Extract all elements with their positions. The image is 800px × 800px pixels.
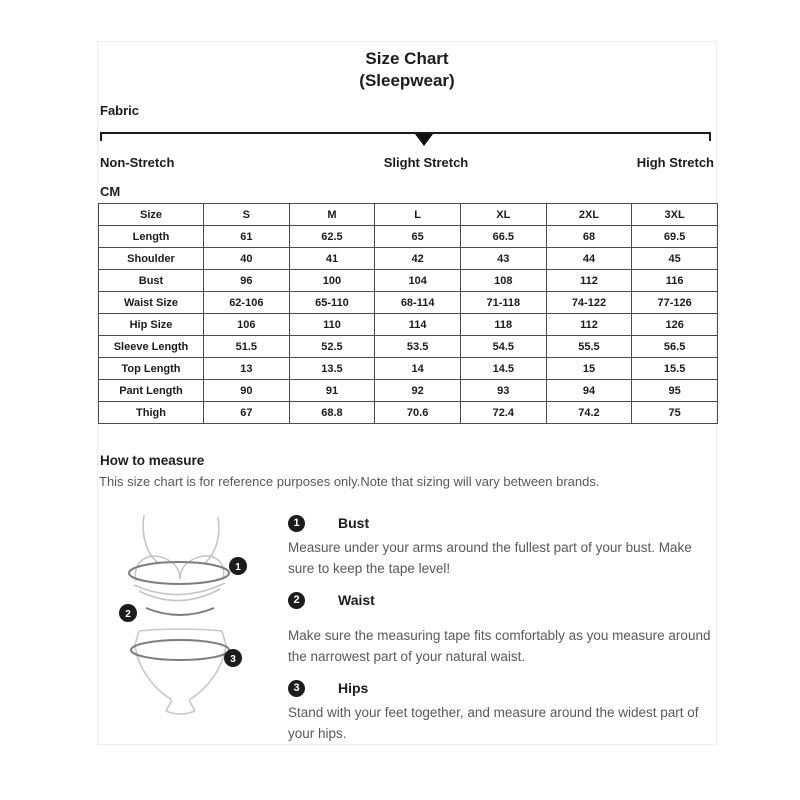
step-hips-heading [288,678,718,698]
row-label-cell: Bust [99,270,204,292]
table-row [99,380,718,402]
table-header-row [99,204,718,226]
value-cell: 71-118 [460,292,546,314]
value-cell: 13.5 [289,358,375,380]
value-cell: 15.5 [632,358,718,380]
step-3-title: Hips [338,680,369,696]
row-label-cell: Hip Size [99,314,204,336]
value-cell: 61 [204,226,290,248]
value-cell: 126 [632,314,718,336]
scale-label-high-stretch: High Stretch [636,155,714,170]
value-cell: 68-114 [375,292,461,314]
step-waist [288,590,718,667]
value-cell: 100 [289,270,375,292]
column-header: 3XL [632,204,718,226]
value-cell: 112 [546,314,632,336]
value-cell: 62.5 [289,226,375,248]
reference-note: This size chart is for reference purposes only.Note that sizing will vary between brands. [99,474,600,489]
value-cell: 54.5 [460,336,546,358]
value-cell: 13 [204,358,290,380]
column-header: S [204,204,290,226]
value-cell: 75 [632,402,718,424]
value-cell: 53.5 [375,336,461,358]
value-cell: 118 [460,314,546,336]
value-cell: 66.5 [460,226,546,248]
value-cell: 108 [460,270,546,292]
row-label-cell: Waist Size [99,292,204,314]
value-cell: 74.2 [546,402,632,424]
measure-steps [288,513,718,755]
value-cell: 69.5 [632,226,718,248]
step-1-number-badge: 1 [288,515,305,532]
row-label-cell: Length [99,226,204,248]
value-cell: 51.5 [204,336,290,358]
value-cell: 65-110 [289,292,375,314]
value-cell: 96 [204,270,290,292]
step-hips [288,678,718,744]
size-table [98,203,718,424]
column-header: 2XL [546,204,632,226]
row-label-cell: Thigh [99,402,204,424]
row-label-cell: Pant Length [99,380,204,402]
row-label-cell: Top Length [99,358,204,380]
table-row [99,314,718,336]
step-3-description: Stand with your feet together, and measure around the widest part of your hips. [288,705,699,741]
value-cell: 55.5 [546,336,632,358]
value-cell: 94 [546,380,632,402]
page-title-line2: (Sleepwear) [359,71,455,90]
value-cell: 114 [375,314,461,336]
diagram-markers [119,557,247,667]
value-cell: 62-106 [204,292,290,314]
value-cell: 40 [204,248,290,270]
value-cell: 72.4 [460,402,546,424]
value-cell: 110 [289,314,375,336]
value-cell: 14.5 [460,358,546,380]
table-row [99,248,718,270]
stretch-scale-labels [98,155,716,171]
value-cell: 90 [204,380,290,402]
value-cell: 93 [460,380,546,402]
page-title-line1: Size Chart [365,49,449,68]
table-row [99,336,718,358]
value-cell: 68 [546,226,632,248]
table-row [99,292,718,314]
value-cell: 42 [375,248,461,270]
marker-2-label: 2 [125,609,131,620]
value-cell: 70.6 [375,402,461,424]
table-row [99,270,718,292]
value-cell: 92 [375,380,461,402]
stretch-scale-line [100,132,711,140]
table-row [99,402,718,424]
table-row [99,226,718,248]
value-cell: 44 [546,248,632,270]
step-1-title: Bust [338,515,370,531]
value-cell: 104 [375,270,461,292]
value-cell: 56.5 [632,336,718,358]
fabric-label: Fabric [100,103,140,118]
value-cell: 52.5 [289,336,375,358]
step-3-number-badge: 3 [288,680,305,697]
column-header: XL [460,204,546,226]
value-cell: 95 [632,380,718,402]
page-title [98,48,716,92]
value-cell: 15 [546,358,632,380]
step-1-description: Measure under your arms around the fullest part of your bust. Make sure to keep the tape level! [288,540,692,576]
size-chart-sheet [97,41,717,745]
value-cell: 67 [204,402,290,424]
marker-3-label: 3 [230,654,236,665]
value-cell: 41 [289,248,375,270]
bra-outline [134,515,225,601]
stretch-indicator-arrow-icon [415,134,433,146]
scale-label-slight-stretch: Slight Stretch [383,155,469,170]
waist-tape-line [146,608,214,615]
value-cell: 43 [460,248,546,270]
marker-1-label: 1 [235,562,241,573]
step-bust-heading [288,513,718,533]
step-2-description: Make sure the measuring tape fits comfortably as you measure around the narrowest part of your natural waist. [288,628,711,664]
step-waist-heading [288,590,718,610]
column-header: L [375,204,461,226]
column-header: M [289,204,375,226]
value-cell: 45 [632,248,718,270]
step-2-number-badge: 2 [288,592,305,609]
scale-label-non-stretch: Non-Stretch [100,155,175,170]
how-to-measure-heading: How to measure [100,453,205,468]
body-measurement-diagram [106,502,286,724]
hip-tape-line [131,640,229,660]
step-bust [288,513,718,579]
step-2-title: Waist [338,592,375,608]
column-header: Size [99,204,204,226]
unit-label: CM [100,184,121,199]
value-cell: 91 [289,380,375,402]
value-cell: 68.8 [289,402,375,424]
value-cell: 77-126 [632,292,718,314]
table-row [99,358,718,380]
row-label-cell: Sleeve Length [99,336,204,358]
value-cell: 112 [546,270,632,292]
value-cell: 74-122 [546,292,632,314]
value-cell: 14 [375,358,461,380]
size-table-body [99,226,718,424]
row-label-cell: Shoulder [99,248,204,270]
value-cell: 116 [632,270,718,292]
value-cell: 106 [204,314,290,336]
value-cell: 65 [375,226,461,248]
